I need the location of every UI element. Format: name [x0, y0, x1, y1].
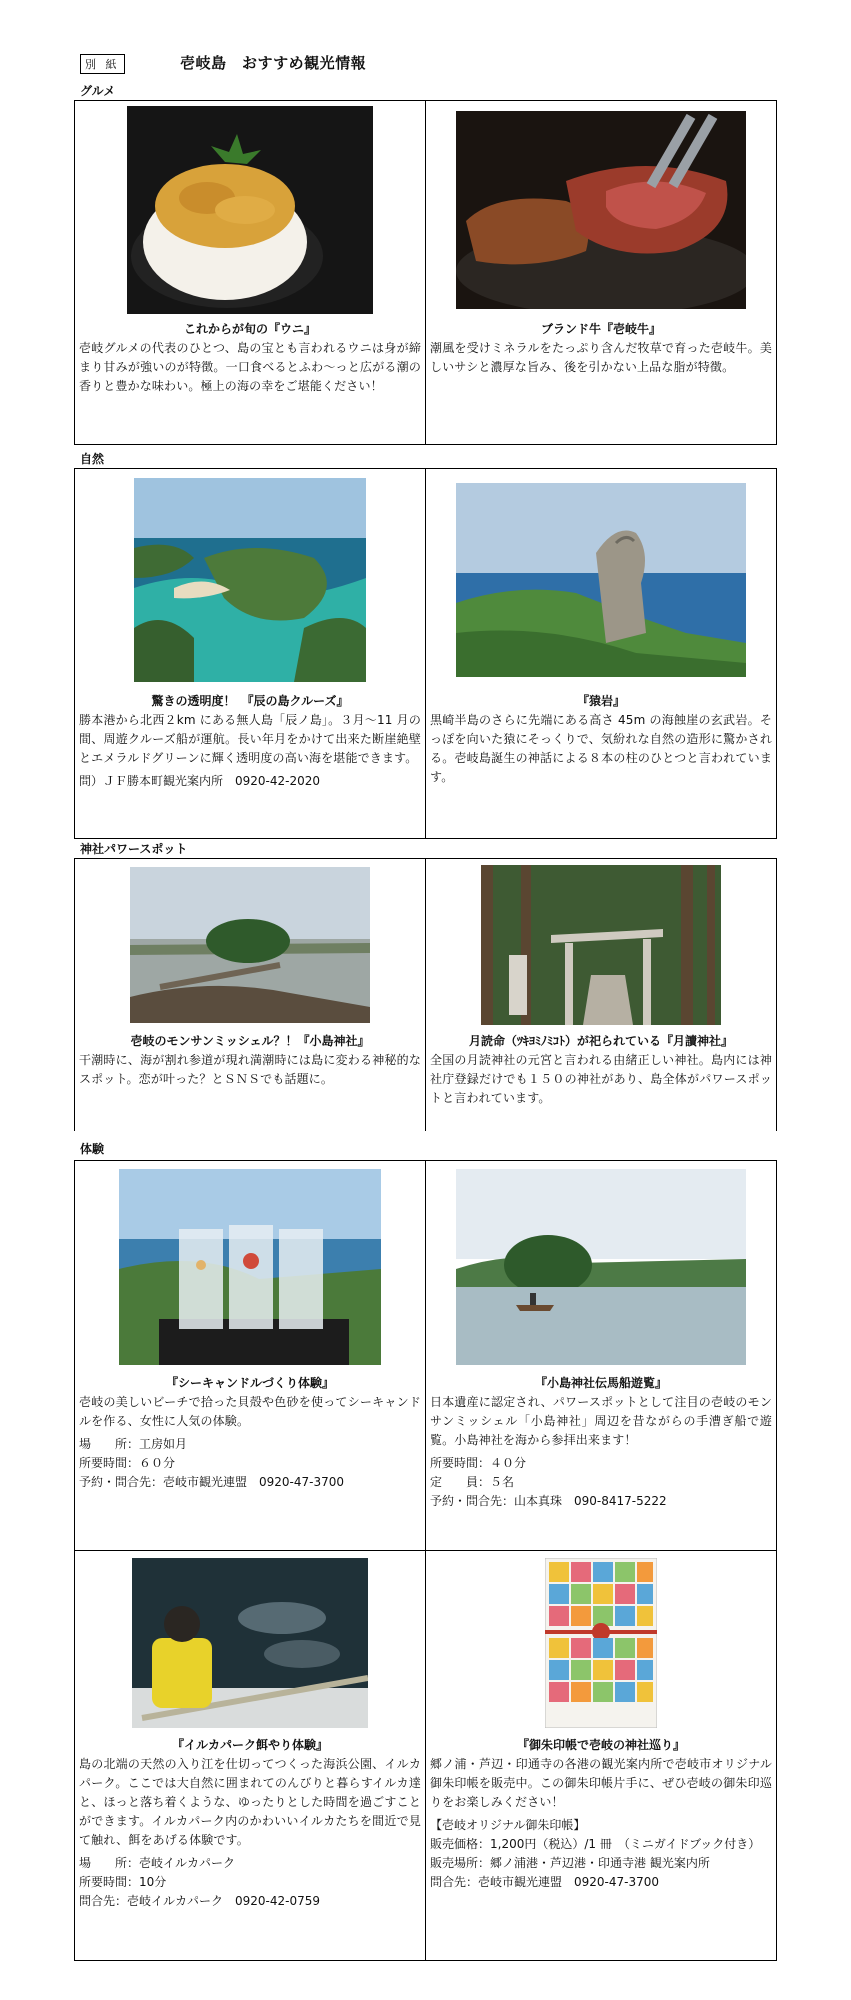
experience-cell-sea-candle [75, 1161, 426, 1551]
iki-beef-steak-photo [426, 101, 776, 319]
tsukiyomi-shrine-photo [426, 859, 776, 1031]
nature-cell-saruiwa [426, 469, 777, 839]
section-label-gourmet: グルメ [80, 84, 116, 98]
beef-title: ブランド牛『壱岐牛』 [540, 322, 661, 336]
tsukiyomi-description: 全国の月読神社の元宮と言われる由緒正しい神社。島内には神社庁登録だけでも１５０の神社があり、島全体がパワースポットと言われています。 [430, 1053, 772, 1105]
saruiwa-title: 『猿岩』 [576, 694, 625, 708]
tenma-boat-capacity: 定 員：５名 [430, 1475, 515, 1489]
tenma-boat-duration: 所要時間：４０分 [430, 1456, 527, 1470]
goshuin-product-name: 【壱岐オリジナル御朱印帳】 [430, 1818, 586, 1832]
beef-description: 潮風を受けミネラルをたっぷり含んだ牧草で育った壱岐牛。美しいサシと濃厚な旨み、後を引かない上品な脂が特徴。 [430, 341, 772, 374]
gourmet-cell-beef [426, 101, 777, 445]
document-header [80, 52, 780, 76]
goshuin-price: 販売価格：1,200円（税込）/1 冊 （ミニガイドブック付き） [430, 1837, 761, 1851]
section-label-experience: 体験 [80, 1142, 105, 1156]
goshuin-title: 『御朱印帳で壱岐の神社巡り』 [516, 1738, 685, 1752]
experience-cell-goshuin [426, 1551, 777, 1961]
tatsunoshima-description: 勝本港から北西２km にある無人島「辰ノ島」。３月～11 月の間、周遊クルーズ船が運航。長い年月をかけて出来た断崖絶壁とエメラルドグリーンに輝く透明度の高い海を堪能できます。 [79, 713, 421, 765]
sea-candle-location: 場 所：工房如月 [79, 1437, 188, 1451]
sea-candle-description: 壱岐の美しいビーチで拾った貝殻や色砂を使ってシーキャンドルを作る、女性に人気の体験。 [79, 1395, 421, 1428]
tatsunoshima-bay-photo [75, 469, 425, 691]
dolphin-description: 島の北端の天然の入り江を仕切ってつくった海浜公園、イルカパーク。ここでは大自然に囲まれてのんびりと暮らすイルカ達と、ほっと落ち着くような、ゆったりとした時間を過ごすことができます。イルカパーク内のかわいいイルカたちを間近で見て触れ、餌をあげる体験です。 [79, 1757, 421, 1847]
sea-candle-duration: 所要時間：６０分 [79, 1456, 176, 1470]
gourmet-table [74, 100, 777, 445]
section-label-shrine: 神社パワースポット [80, 842, 188, 856]
shrine-cell-tsukiyomi [426, 859, 777, 1131]
document-title: 壱岐島 おすすめ観光情報 [180, 54, 367, 72]
tatsunoshima-title: 驚きの透明度！ 『辰の島クルーズ』 [151, 694, 349, 708]
attachment-tag: 別 紙 [80, 54, 125, 74]
goshuin-description: 郷ノ浦・芦辺・印通寺の各港の観光案内所で壱岐市オリジナル御朱印帳を販売中。この御朱印帳片手に、ぜひ壱岐の御朱印巡りをお楽しみください！ [430, 1757, 772, 1809]
shrine-cell-kojima [75, 859, 426, 1131]
tsukiyomi-title: 月読命（ﾂｷﾖﾐﾉﾐｺﾄ）が祀られている『月讀神社』 [468, 1034, 733, 1048]
sea-candle-photo [75, 1161, 425, 1373]
tenma-boat-description: 日本遺産に認定され、パワースポットとして注目の壱岐のモンサンミッシェル「小島神社」周辺を昔ながらの手漕ぎ船で遊覧。小島神社を海から参拝出来ます！ [430, 1395, 772, 1447]
experience-cell-tenma-boat [426, 1161, 777, 1551]
kojima-description: 干潮時に、海が割れ参道が現れ満潮時には島に変わる神秘的なスポット。恋が叶った？とＳＮＳでも話題に。 [79, 1053, 421, 1086]
kojima-title: 壱岐のモンサンミッシェル？！『小島神社』 [130, 1034, 370, 1048]
tenma-boat-photo [426, 1161, 776, 1373]
kojima-shrine-photo [75, 859, 425, 1031]
sea-candle-contact: 予約・問合先：壱岐市観光連盟 0920-47-3700 [79, 1475, 345, 1489]
saruiwa-description: 黒崎半島のさらに先端にある高さ 45m の海蝕崖の玄武岩。そっぽを向いた猿にそっくりで、気紛れな自然の造形に驚かされる。壱岐島誕生の神話による８本の柱のひとつと言われています。 [430, 713, 772, 784]
uni-description: 壱岐グルメの代表のひとつ、島の宝とも言われるウニは身が締まり甘みが強いのが特徴。一口食べるとふわ～っと広がる潮の香りと豊かな味わい。極上の海の幸をご堪能ください！ [79, 341, 421, 393]
section-label-nature: 自然 [80, 452, 105, 466]
sea-candle-title: 『シーキャンドルづくり体験』 [165, 1376, 334, 1390]
dolphin-duration: 所要時間：10分 [79, 1875, 167, 1889]
experience-table [74, 1160, 777, 1961]
goshuin-contact: 問合先：壱岐市観光連盟 0920-47-3700 [430, 1875, 660, 1889]
tenma-boat-contact: 予約・問合先：山本真珠 090-8417-5222 [430, 1494, 667, 1508]
dolphin-location: 場 所：壱岐イルカパーク [79, 1856, 236, 1870]
uni-title: これからが旬の『ウニ』 [183, 322, 316, 336]
gourmet-cell-uni [75, 101, 426, 445]
nature-cell-tatsunoshima [75, 469, 426, 839]
goshuin-sales-location: 販売場所：郷ノ浦港・芦辺港・印通寺港 観光案内所 [430, 1856, 710, 1870]
dolphin-feeding-photo [75, 1551, 425, 1735]
shrine-table [74, 858, 777, 1131]
dolphin-contact: 問合先：壱岐イルカパーク 0920-42-0759 [79, 1894, 321, 1908]
goshuin-book-photo [426, 1551, 776, 1735]
experience-cell-dolphin [75, 1551, 426, 1961]
dolphin-title: 『イルカパーク餌やり体験』 [171, 1738, 328, 1752]
saru-iwa-rock-photo [426, 469, 776, 691]
tatsunoshima-contact: 問）ＪＦ勝本町観光案内所 0920-42-2020 [79, 774, 321, 788]
nature-table [74, 468, 777, 839]
tenma-boat-title: 『小島神社伝馬船遊覧』 [534, 1376, 667, 1390]
sea-urchin-bowl-photo [75, 101, 425, 319]
